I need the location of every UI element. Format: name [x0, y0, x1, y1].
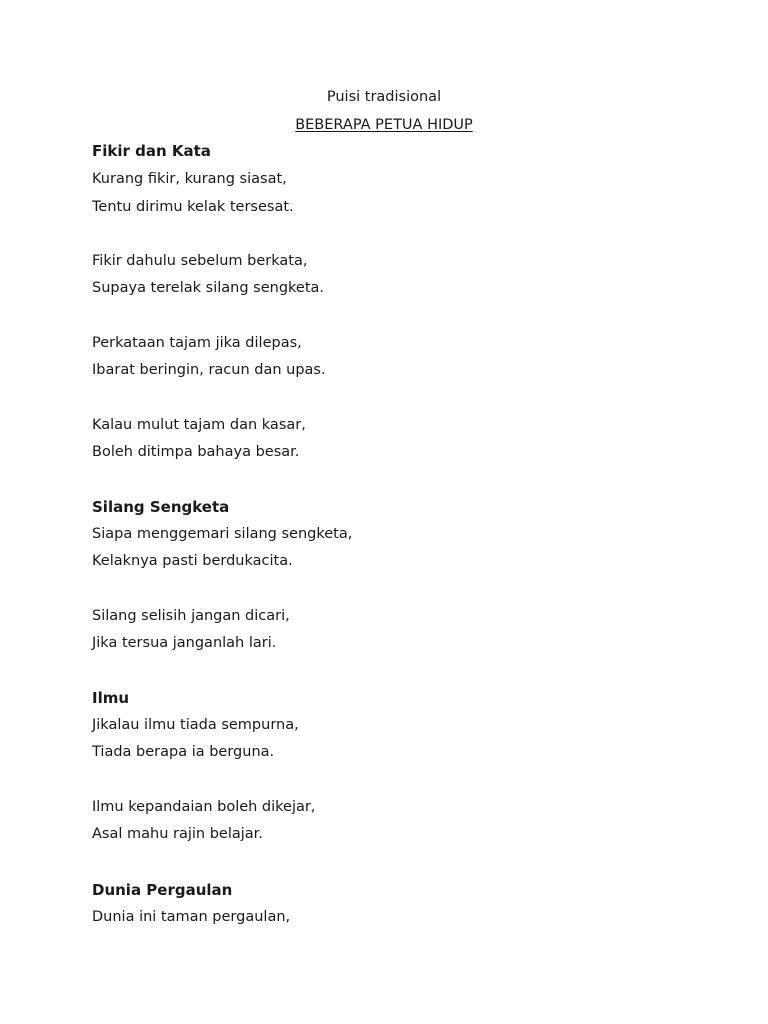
document-subtitle: BEBERAPA PETUA HIDUP: [295, 117, 473, 133]
poem-line: Jikalau ilmu tiada sempurna,: [92, 717, 299, 733]
section-heading: Silang Sengketa: [92, 498, 230, 516]
poem-line: Ilmu kepandaian boleh dikejar,: [92, 799, 316, 815]
poem-line: Tiada berapa ia berguna.: [92, 744, 275, 760]
poem-line: Kurang fikir, kurang siasat,: [92, 171, 287, 187]
poem-line: Silang selisih jangan dicari,: [92, 608, 290, 624]
poem-line: Dunia ini taman pergaulan,: [92, 909, 291, 925]
poem-line: Boleh ditimpa bahaya besar.: [92, 444, 300, 460]
poem-line: Siapa menggemari silang sengketa,: [92, 526, 353, 542]
section-heading: Fikir dan Kata: [92, 142, 211, 160]
poem-line: Supaya terelak silang sengketa.: [92, 280, 324, 296]
poem-line: Tentu dirimu kelak tersesat.: [92, 199, 294, 215]
section-heading: Dunia Pergaulan: [92, 881, 233, 899]
poem-line: Kalau mulut tajam dan kasar,: [92, 417, 306, 433]
poem-line: Ibarat beringin, racun dan upas.: [92, 362, 326, 378]
poem-line: Fikir dahulu sebelum berkata,: [92, 253, 308, 269]
poem-line: Jika tersua janganlah lari.: [92, 635, 277, 651]
section-heading: Ilmu: [92, 689, 130, 707]
poem-line: Perkataan tajam jika dilepas,: [92, 335, 302, 351]
document-title: Puisi tradisional: [326, 89, 442, 105]
poem-line: Kelaknya pasti berdukacita.: [92, 553, 293, 569]
poem-line: Asal mahu rajin belajar.: [92, 826, 263, 842]
